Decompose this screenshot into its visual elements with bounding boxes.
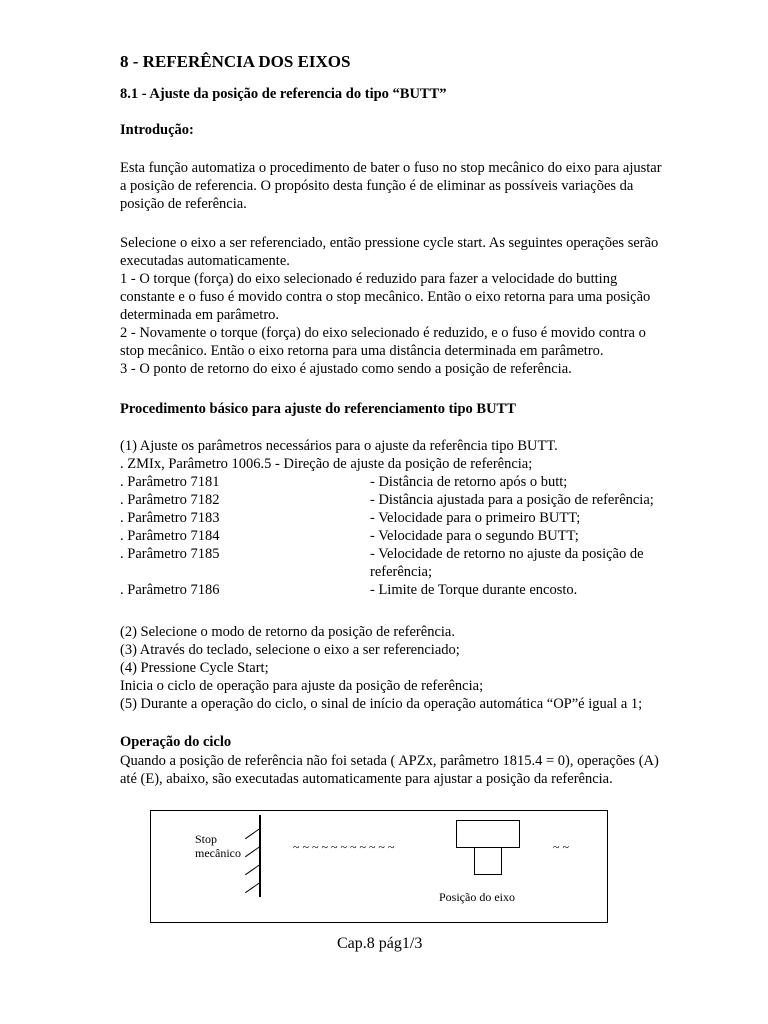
text-line: constante e o fuso é movido contra o stop mecânico. Então o eixo retorna para uma posição	[120, 289, 651, 305]
param-row	[120, 491, 654, 509]
stop-label	[195, 832, 241, 860]
procedure-heading: Procedimento básico para ajuste do referenciamento tipo BUTT	[120, 401, 516, 417]
cycle-paragraph	[120, 752, 659, 788]
param-row	[120, 473, 654, 491]
param-desc: - Velocidade para o segundo BUTT;	[370, 528, 579, 544]
intro-heading: Introdução:	[120, 122, 194, 138]
param-name: . Parâmetro 7185	[120, 546, 220, 562]
text-line: 2 - Novamente o torque (força) do eixo selecionado é reduzido, e o fuso é movido contra o	[120, 325, 646, 341]
text-line: Quando a posição de referência não foi setada ( APZx, parâmetro 1815.4 = 0), operações (A)	[120, 753, 659, 769]
intro-paragraph	[120, 159, 662, 213]
text-line: posição de referência.	[120, 196, 247, 212]
param-row	[120, 509, 654, 527]
param-name: . Parâmetro 7182	[120, 492, 220, 508]
text-line: 1 - O torque (força) do eixo selecionado é reduzido para fazer a velocidade do butting	[120, 271, 618, 287]
param-desc: - Limite de Torque durante encosto.	[370, 582, 578, 598]
param-row-continued	[120, 563, 654, 581]
page-title: 8 - REFERÊNCIA DOS EIXOS	[120, 52, 351, 71]
param-name: . Parâmetro 7186	[120, 582, 220, 598]
param-row	[120, 581, 654, 599]
step-1: (1) Ajuste os parâmetros necessários para o ajuste da referência tipo BUTT.	[120, 438, 558, 454]
text-line: Esta função automatiza o procedimento de bater o fuso no stop mecânico do eixo para ajustar	[120, 160, 662, 176]
text-line: (4) Pressione Cycle Start;	[120, 660, 269, 676]
text-line: 3 - O ponto de retorno do eixo é ajustado como sendo a posição de referência.	[120, 361, 572, 377]
motion-tilde-long: ~ ~ ~ ~ ~ ~ ~ ~ ~ ~ ~	[293, 840, 395, 854]
motion-tilde-short: ~ ~	[553, 840, 569, 854]
param-name: . Parâmetro 7184	[120, 528, 220, 544]
page-footer: Cap.8 pág1/3	[337, 935, 423, 952]
stop-label-line: Stop	[195, 832, 218, 846]
axis-block-bottom	[474, 847, 502, 875]
param-row	[120, 545, 654, 563]
zmix-param: . ZMIx, Parâmetro 1006.5 - Direção de ajuste da posição de referência;	[120, 456, 533, 472]
text-line: Inicia o ciclo de operação para ajuste da posição de referência;	[120, 678, 484, 694]
param-desc: - Distância ajustada para a posição de referência;	[370, 492, 654, 508]
axis-block-top	[456, 820, 520, 848]
param-desc: - Velocidade de retorno no ajuste da posição de	[370, 546, 644, 562]
text-line: até (E), abaixo, são executadas automaticamente para ajustar a posição da referência.	[120, 771, 613, 787]
procedure-block	[120, 437, 654, 599]
cycle-heading: Operação do ciclo	[120, 734, 232, 750]
text-line: a posição de referencia. O propósito desta função é de eliminar as possíveis variações da	[120, 178, 634, 194]
text-line: Selecione o eixo a ser referenciado, então pressione cycle start. As seguintes operações serão	[120, 235, 659, 251]
axis-position-label: Posição do eixo	[439, 890, 515, 904]
param-desc: referência;	[370, 564, 432, 580]
param-desc: - Velocidade para o primeiro BUTT;	[370, 510, 581, 526]
section-subtitle: 8.1 - Ajuste da posição de referencia do tipo “BUTT”	[120, 86, 447, 102]
stop-label-line: mecânico	[195, 846, 241, 860]
param-name: . Parâmetro 7183	[120, 510, 220, 526]
steps-block	[120, 623, 642, 713]
text-line: (3) Através do teclado, selecione o eixo a ser referenciado;	[120, 642, 460, 658]
text-line: (5) Durante a operação do ciclo, o sinal de início da operação automática “OP”é igual a 1;	[120, 696, 643, 712]
text-line: executadas automaticamente.	[120, 253, 290, 269]
param-name: . Parâmetro 7181	[120, 474, 220, 490]
text-line: (2) Selecione o modo de retorno da posição de referência.	[120, 624, 455, 640]
operations-paragraph	[120, 234, 658, 378]
text-line: determinada em parâmetro.	[120, 307, 280, 323]
text-line: stop mecânico. Então o eixo retorna para uma distância determinada em parâmetro.	[120, 343, 604, 359]
param-desc: - Distância de retorno após o butt;	[370, 474, 568, 490]
diagram-box	[150, 810, 608, 923]
param-row	[120, 527, 654, 545]
